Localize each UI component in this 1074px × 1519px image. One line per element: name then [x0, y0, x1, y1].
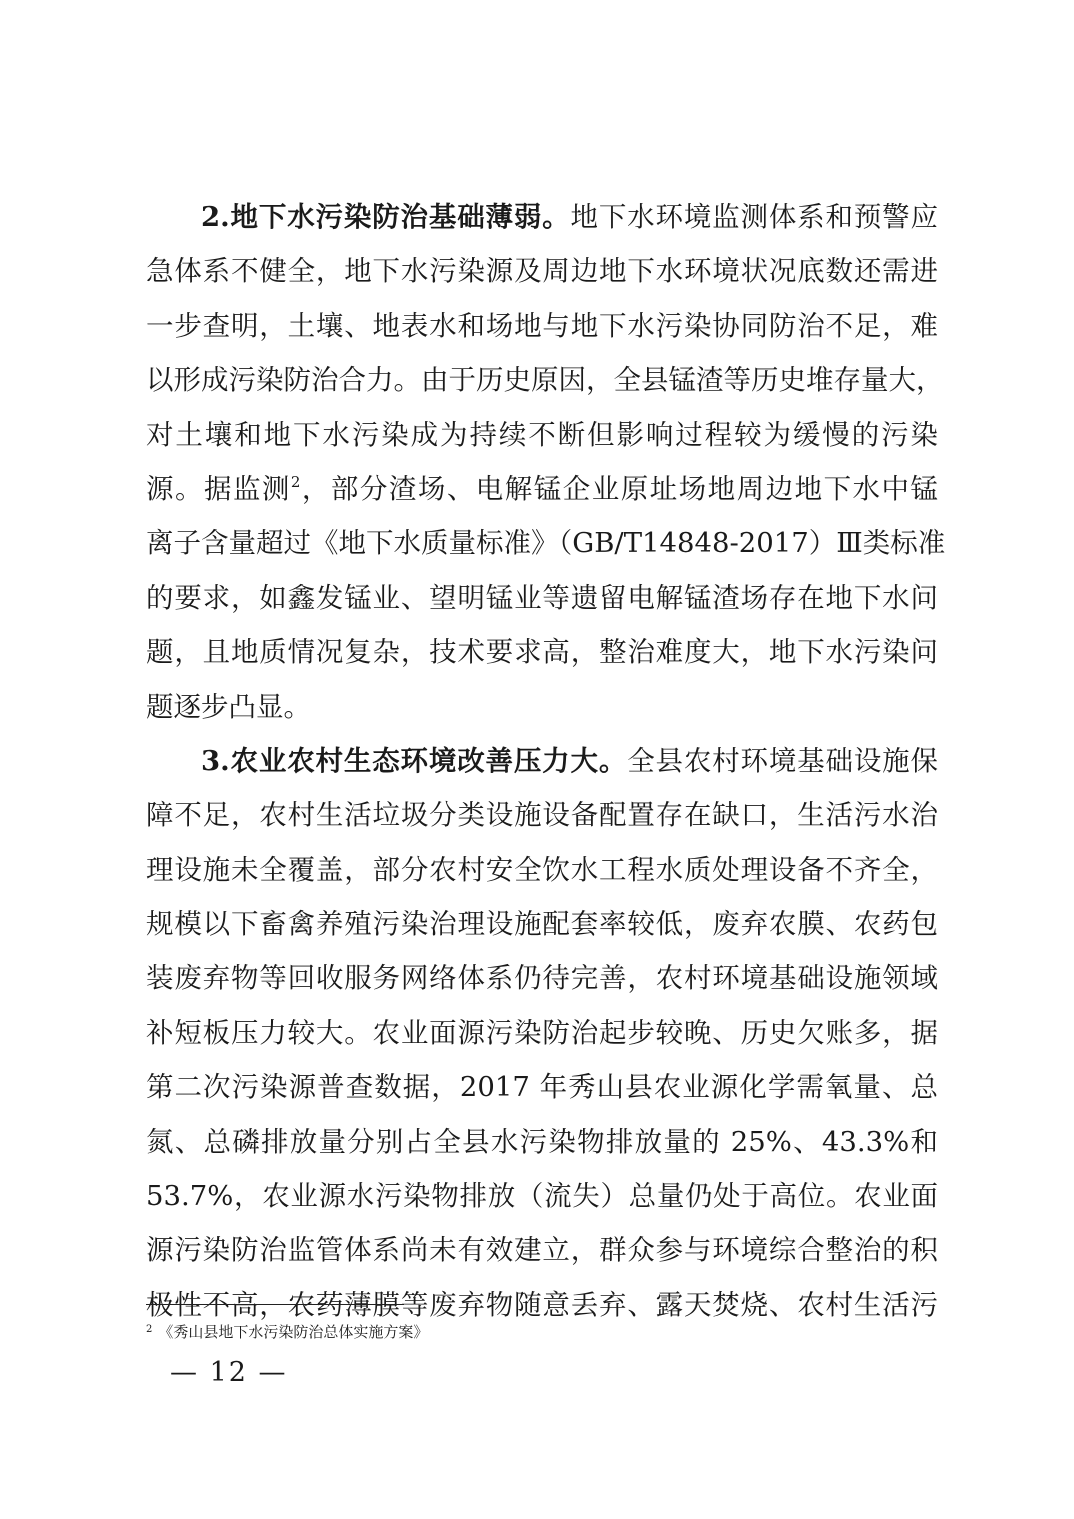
paragraph-line: 补短板压力较大。农业面源污染防治起步较晚、历史欠账多，据: [146, 1016, 938, 1049]
paragraph-line: 急体系不健全，地下水污染源及周边地下水环境状况底数还需进: [146, 255, 938, 288]
footnote-reference[interactable]: 2: [290, 472, 301, 491]
paragraph-line: 源污染防治监管体系尚未有效建立，群众参与环境综合整治的积: [146, 1234, 938, 1267]
section-heading: 2.地下水污染防治基础薄弱。: [201, 201, 571, 233]
paragraph-line: 障不足，农村生活垃圾分类设施设备配置存在缺口，生活污水治: [146, 799, 938, 832]
paragraph-line: [146, 190, 938, 244]
paragraph-line: 以形成污染防治合力。由于历史原因，全县锰渣等历史堆存量大，: [146, 364, 944, 397]
paragraph-line: 离子含量超过《地下水质量标准》（GB/T14848-2017）Ⅲ类标准: [146, 527, 946, 560]
footnote: [146, 1320, 428, 1342]
paragraph-line: 第二次污染源普查数据，2017 年秀山县农业源化学需氧量、总: [146, 1071, 938, 1104]
section-heading: 3.农业农村生态环境改善压力大。: [201, 744, 628, 777]
paragraph-line: 对土壤和地下水污染成为持续不断但影响过程较为缓慢的污染: [146, 418, 938, 451]
paragraph-text: 全县农村环境基础设施保: [627, 744, 938, 777]
paragraph-line: 规模以下畜禽养殖污染治理设施配套率较低，废弃农膜、农药包: [146, 908, 938, 941]
paragraph-line: 装废弃物等回收服务网络体系仍待完善，农村环境基础设施领域: [146, 962, 938, 995]
paragraph-line: 题逐步凸显。: [146, 690, 311, 723]
paragraph-line: 极性不高，农药薄膜等废弃物随意丢弃、露天焚烧、农村生活污: [146, 1288, 938, 1321]
footnote-divider: [146, 1304, 404, 1305]
paragraph-line: 53.7%，农业源水污染物排放（流失）总量仍处于高位。农业面: [146, 1180, 938, 1213]
paragraph-line: [146, 462, 938, 516]
paragraph-line: 一步查明，土壤、地表水和场地与地下水污染协同防治不足，难: [146, 309, 938, 342]
paragraph-line: 理设施未全覆盖，部分农村安全饮水工程水质处理设备不齐全，: [146, 853, 938, 886]
paragraph-text: 地下水环境监测体系和预警应: [570, 201, 938, 233]
paragraph-line: [146, 734, 938, 788]
paragraph-line: 氮、总磷排放量分别占全县水污染物排放量的 25%、43.3%和: [146, 1125, 938, 1158]
paragraph-line: 的要求，如鑫发锰业、望明锰业等遗留电解锰渣场存在地下水问: [146, 581, 938, 614]
paragraph-line: 题，且地质情况复杂，技术要求高，整治难度大，地下水污染问: [146, 636, 938, 669]
page-number: — 12 —: [170, 1357, 288, 1388]
body-text: [146, 190, 946, 1332]
paragraph-text: ，部分渣场、电解锰企业原址场地周边地下水中锰: [300, 472, 939, 505]
paragraph-text: 源。据监测: [146, 472, 291, 505]
footnote-mark: 2: [146, 1324, 153, 1335]
footnote-text: 《秀山县地下水污染防治总体实施方案》: [158, 1323, 429, 1341]
